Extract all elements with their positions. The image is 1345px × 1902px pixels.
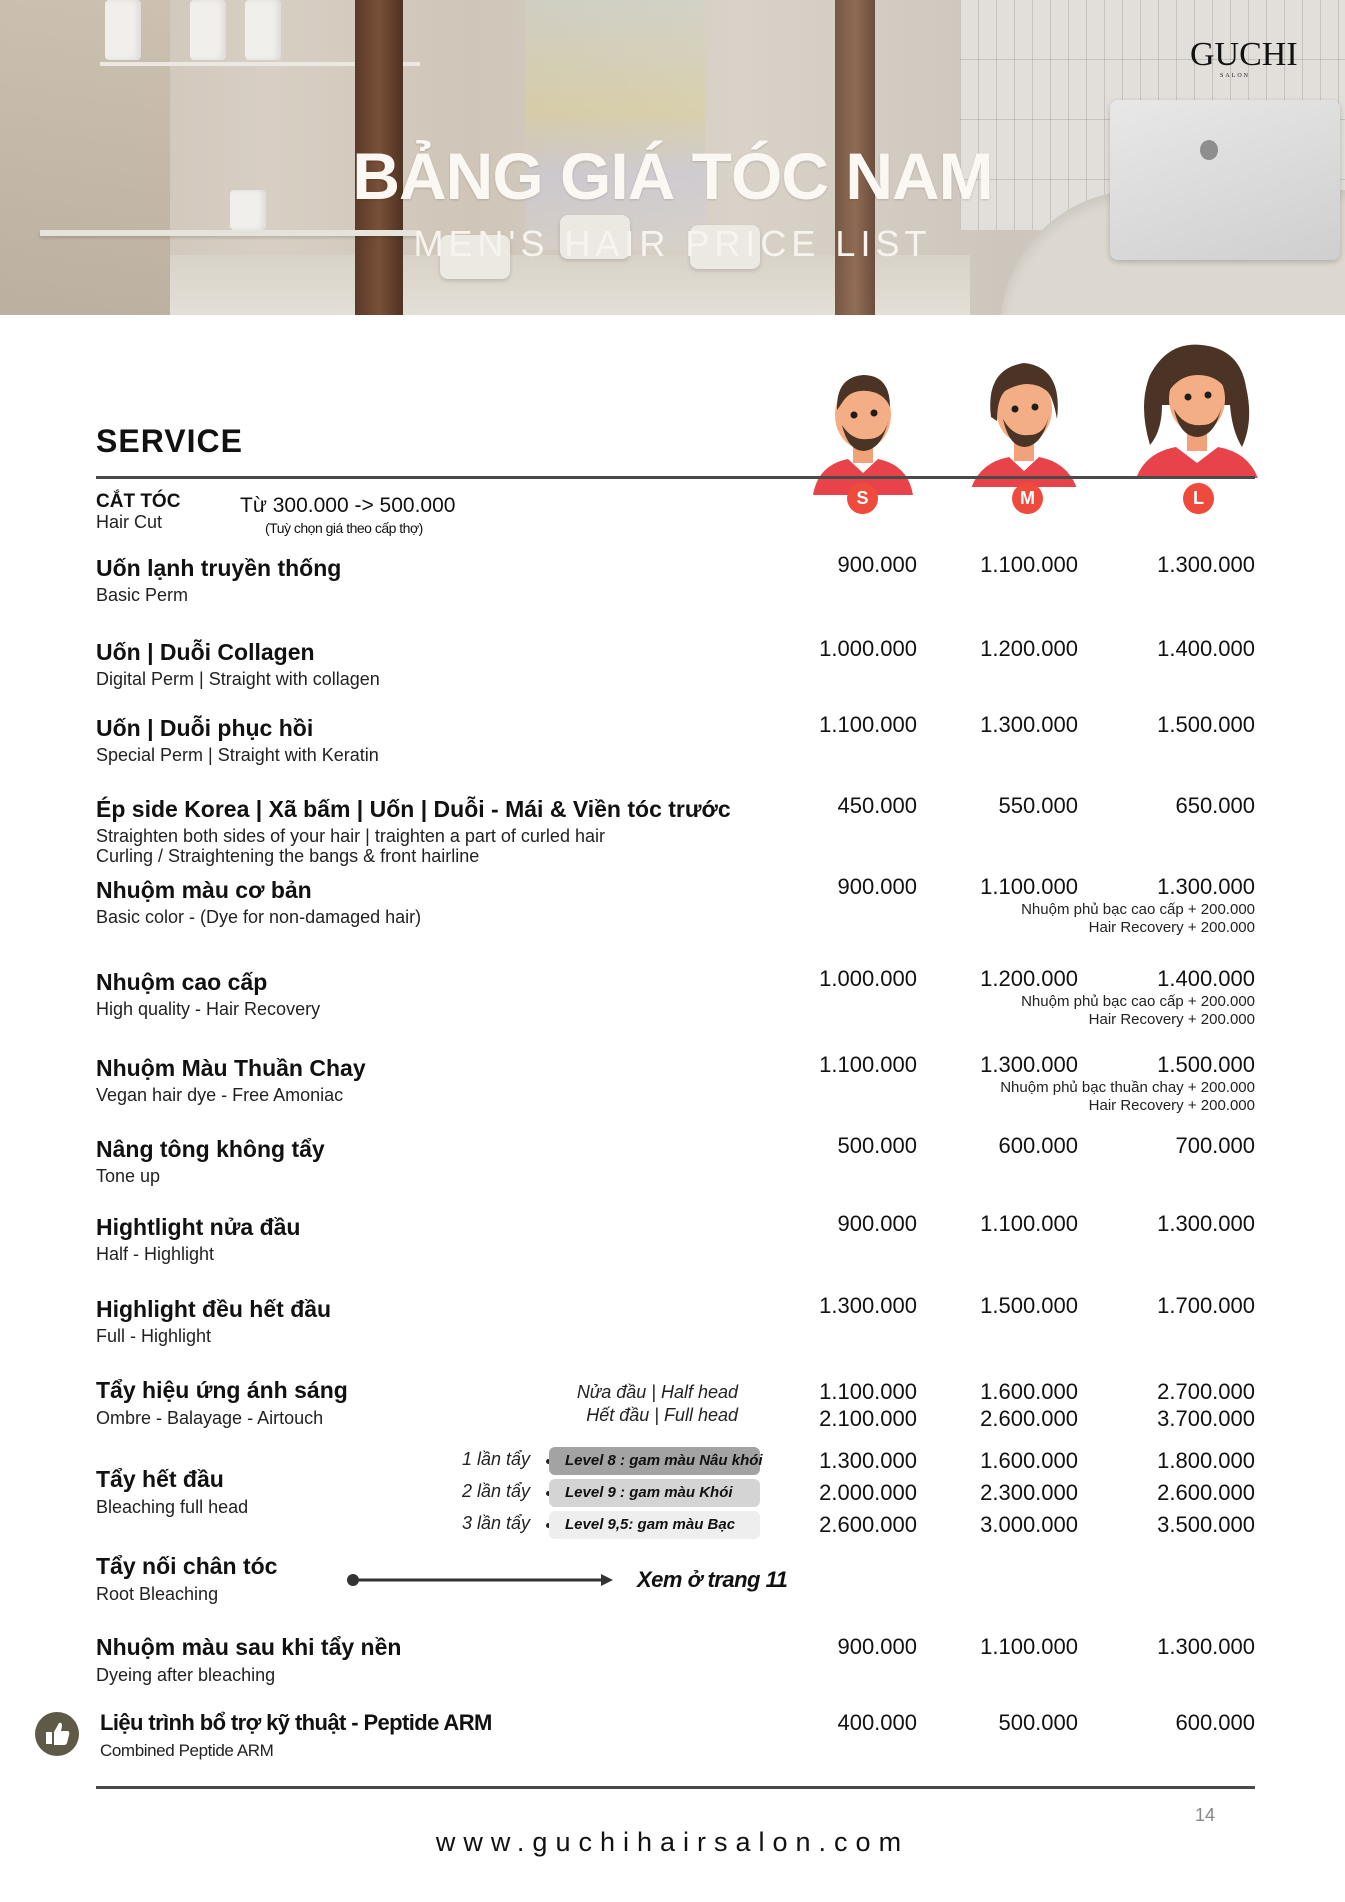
service-title: Nhuộm Màu Thuần Chay (96, 1055, 366, 1081)
service-row-bleach-full (96, 1466, 248, 1517)
service-title: Nhuộm cao cấp (96, 969, 268, 995)
page-number: 14 (1195, 1805, 1216, 1825)
price-m: 500.000 (998, 1710, 1078, 1735)
logo-sub-text: SALON (1219, 73, 1250, 79)
price-l: 1.300.000 (1157, 1211, 1255, 1236)
service-heading: SERVICE (96, 423, 243, 459)
bleach-level-tag: Level 9,5: gam màu Bạc (549, 1511, 760, 1539)
service-row-ombre (96, 1377, 348, 1428)
price-s: 900.000 (837, 552, 917, 577)
price-s: 900.000 (837, 1211, 917, 1236)
service-row-peptide (100, 1710, 492, 1761)
price-s: 1.100.000 (819, 1052, 917, 1077)
service-row (96, 715, 379, 765)
price-m: 550.000 (998, 793, 1078, 818)
bleach-times-label: 1 lần tẩy (461, 1449, 530, 1469)
service-title: Uốn | Duỗi phục hồi (96, 715, 314, 741)
service-row-root-bleach (96, 1553, 277, 1604)
see-page-link[interactable]: Xem ở trang 11 (637, 1567, 788, 1592)
haircut-price-range: Từ 300.000 -> 500.000 (240, 494, 456, 517)
service-subtitle: Root Bleaching (96, 1584, 219, 1604)
price-addon-note: Nhuộm phủ bạc cao cấp + 200.000 (1021, 993, 1255, 1010)
price-addon-note: Nhuộm phủ bạc thuần chay + 200.000 (1000, 1079, 1255, 1096)
price-m: 1.200.000 (980, 966, 1078, 991)
service-row-haircut (96, 492, 180, 532)
price-m: 1.600.000 (980, 1448, 1078, 1473)
price-s: 2.000.000 (819, 1480, 917, 1505)
service-subtitle: Dyeing after bleaching (96, 1665, 276, 1685)
price-l: 1.300.000 (1157, 552, 1255, 577)
service-subtitle: High quality - Hair Recovery (96, 999, 321, 1019)
price-s: 2.600.000 (819, 1512, 917, 1537)
service-row (96, 639, 380, 689)
service-row (96, 1055, 366, 1105)
price-m: 3.000.000 (980, 1512, 1078, 1537)
service-subtitle: Basic Perm (96, 585, 189, 605)
price-addon-note: Hair Recovery + 200.000 (1088, 1011, 1255, 1028)
price-l: 1.300.000 (1157, 874, 1255, 899)
price-s: 400.000 (837, 1710, 917, 1735)
service-subtitle: Special Perm | Straight with Keratin (96, 745, 379, 765)
price-s: 1.100.000 (819, 712, 917, 737)
medium-hair-man-avatar (969, 347, 1079, 487)
service-subtitle: Bleaching full head (96, 1497, 249, 1517)
service-title: Tẩy hết đầu (96, 1466, 224, 1492)
service-subtitle: Full - Highlight (96, 1326, 212, 1346)
price-m: 1.200.000 (980, 636, 1078, 661)
price-s: 1.000.000 (819, 636, 917, 661)
service-subtitle: Digital Perm | Straight with collagen (96, 669, 380, 689)
service-subtitle: Combined Peptide ARM (100, 1741, 274, 1760)
size-badge-m: M (1012, 483, 1043, 514)
price-s: 1.100.000 (819, 1379, 917, 1404)
price-m: 1.600.000 (980, 1379, 1078, 1404)
website-link[interactable]: www.guchihairsalon.com (435, 1827, 910, 1857)
price-m: 600.000 (998, 1133, 1078, 1158)
service-title: Uốn | Duỗi Collagen (96, 639, 315, 665)
service-subtitle: Half - Highlight (96, 1244, 215, 1264)
price-l: 2.600.000 (1157, 1480, 1255, 1505)
service-title: Highlight đều hết đầu (96, 1296, 332, 1322)
size-badge-l: L (1183, 483, 1214, 514)
price-m: 1.500.000 (980, 1293, 1078, 1318)
service-subtitle: Tone up (96, 1166, 161, 1186)
price-s: 2.100.000 (819, 1406, 917, 1431)
service-title: Nâng tông không tẩy (96, 1136, 325, 1162)
price-m: 1.100.000 (980, 1211, 1078, 1236)
price-l: 700.000 (1175, 1133, 1255, 1158)
ombre-option-full: Hết đầu | Full head (586, 1405, 738, 1425)
price-m: 1.100.000 (980, 552, 1078, 577)
price-m: 1.100.000 (980, 1634, 1078, 1659)
price-l: 1.300.000 (1157, 1634, 1255, 1659)
price-l: 1.400.000 (1157, 636, 1255, 661)
price-m: 1.300.000 (980, 1052, 1078, 1077)
haircut-price-note: (Tuỳ chọn giá theo cấp thợ) (265, 520, 423, 536)
bleach-level-tag: Level 8 : gam màu Nâu khói (549, 1447, 760, 1475)
price-l: 1.400.000 (1157, 966, 1255, 991)
size-badge-s: S (847, 483, 878, 514)
price-s: 900.000 (837, 874, 917, 899)
price-l: 1.700.000 (1157, 1293, 1255, 1318)
service-subtitle: Hair Cut (96, 512, 163, 532)
thumbs-up-glyph (35, 1712, 79, 1756)
price-l: 2.700.000 (1157, 1379, 1255, 1404)
brand-logo (1190, 36, 1298, 80)
price-s: 450.000 (837, 793, 917, 818)
price-l: 3.700.000 (1157, 1406, 1255, 1431)
price-addon-note: Hair Recovery + 200.000 (1088, 1097, 1255, 1114)
price-m: 1.100.000 (980, 874, 1078, 899)
arrow-icon (345, 1572, 615, 1588)
price-s: 1.300.000 (819, 1293, 917, 1318)
service-subtitle: Straighten both sides of your hair | traighten a part of curled hair (96, 826, 605, 846)
price-l: 3.500.000 (1157, 1512, 1255, 1537)
price-l: 1.500.000 (1157, 1052, 1255, 1077)
service-row (96, 796, 731, 866)
service-subtitle: Curling / Straightening the bangs & front hairline (96, 846, 480, 866)
ombre-option-half: Nửa đầu | Half head (576, 1382, 738, 1402)
banner-bottle (190, 0, 226, 60)
price-s: 1.300.000 (819, 1448, 917, 1473)
thumbs-up-icon (35, 1712, 79, 1756)
service-row (96, 1214, 300, 1264)
service-row-dye-after (96, 1634, 401, 1685)
price-l: 1.500.000 (1157, 712, 1255, 737)
bleach-level-tag: Level 9 : gam màu Khói (549, 1479, 760, 1507)
service-row (96, 555, 341, 605)
service-subtitle: Ombre - Balayage - Airtouch (96, 1408, 324, 1428)
service-row (96, 969, 320, 1019)
service-row (96, 1296, 331, 1346)
service-title: Tẩy hiệu ứng ánh sáng (96, 1377, 348, 1403)
service-title: Hightlight nửa đầu (96, 1214, 301, 1240)
price-s: 1.000.000 (819, 966, 917, 991)
price-addon-note: Nhuộm phủ bạc cao cấp + 200.000 (1021, 901, 1255, 918)
service-row (96, 1136, 325, 1186)
header-banner (0, 0, 1345, 315)
service-title: Uốn lạnh truyền thống (96, 555, 342, 581)
bleach-times-label: 2 lần tẩy (461, 1481, 530, 1501)
service-title: Nhuộm màu sau khi tẩy nền (96, 1634, 402, 1660)
banner-bottle (245, 0, 281, 60)
bleach-times-label: 3 lần tẩy (461, 1513, 530, 1533)
long-hair-man-avatar (1132, 335, 1262, 478)
price-l: 600.000 (1175, 1710, 1255, 1735)
page-subtitle: MEN'S HAIR PRICE LIST (413, 223, 932, 264)
service-title: Nhuộm màu cơ bản (96, 877, 312, 903)
service-title: CẮT TÓC (96, 491, 181, 512)
price-l: 1.800.000 (1157, 1448, 1255, 1473)
service-title: Ép side Korea | Xã bấm | Uốn | Duỗi - Mái & Viền tóc trước (96, 796, 731, 822)
service-subtitle: Basic color - (Dye for non-damaged hair) (96, 907, 422, 927)
short-hair-man-avatar (808, 355, 918, 495)
header-divider (96, 476, 1255, 479)
price-l: 650.000 (1175, 793, 1255, 818)
price-m: 1.300.000 (980, 712, 1078, 737)
service-title: Liệu trình bổ trợ kỹ thuật - Peptide ARM (100, 1710, 492, 1735)
logo-brand-text: GUCHI (1190, 36, 1298, 73)
price-m: 2.600.000 (980, 1406, 1078, 1431)
price-m: 2.300.000 (980, 1480, 1078, 1505)
footer-divider (96, 1786, 1255, 1789)
banner-bottle (105, 0, 141, 60)
service-row (96, 877, 421, 927)
page-title: BẢNG GIÁ TÓC NAM (352, 139, 993, 213)
service-subtitle: Vegan hair dye - Free Amoniac (96, 1085, 344, 1105)
price-addon-note: Hair Recovery + 200.000 (1088, 919, 1255, 936)
service-title: Tẩy nối chân tóc (96, 1553, 278, 1579)
price-s: 900.000 (837, 1634, 917, 1659)
price-s: 500.000 (837, 1133, 917, 1158)
